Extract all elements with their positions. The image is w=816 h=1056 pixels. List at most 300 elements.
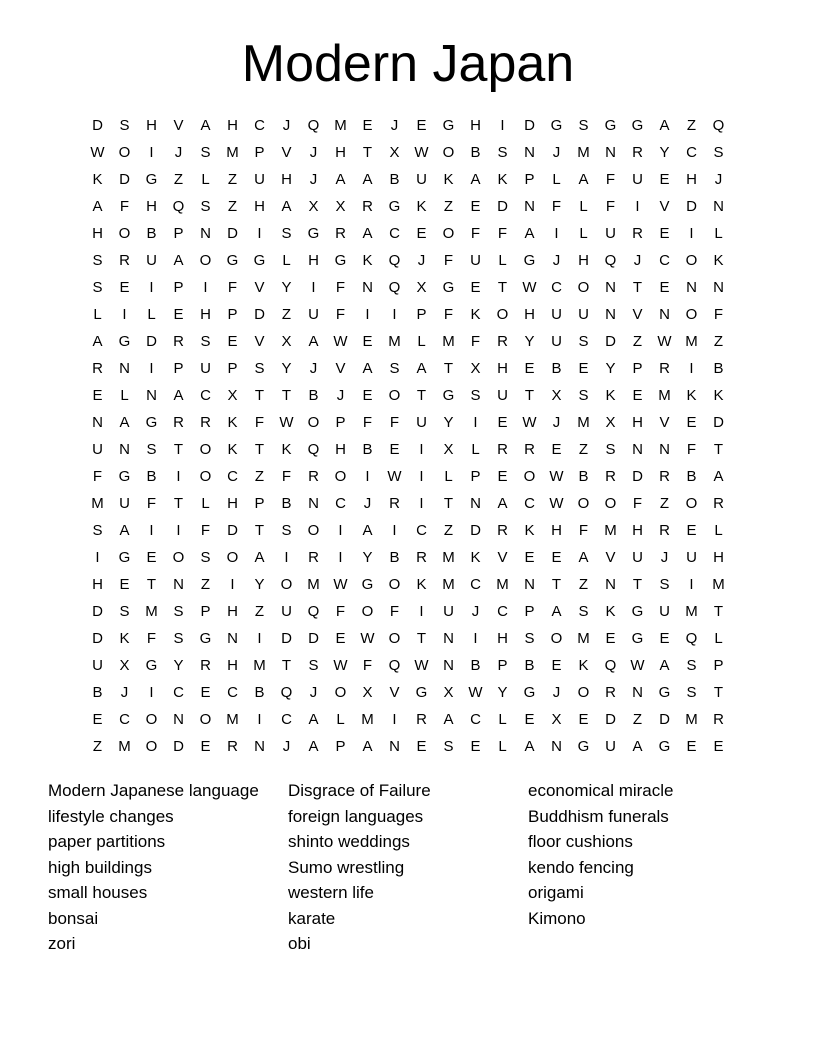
grid-letter: U bbox=[470, 252, 481, 269]
grid-letter: W bbox=[522, 414, 537, 431]
grid-letter: J bbox=[336, 387, 345, 404]
grid-letter: P bbox=[173, 360, 184, 377]
grid-letter: D bbox=[713, 414, 724, 431]
grid-letter: Z bbox=[227, 171, 238, 188]
grid-letter: S bbox=[281, 225, 292, 242]
grid-letter: G bbox=[631, 630, 644, 647]
grid-letter: A bbox=[524, 225, 535, 242]
grid-row bbox=[84, 193, 732, 220]
grid-letter: I bbox=[338, 522, 343, 539]
grid-letter: U bbox=[416, 414, 427, 431]
grid-letter: K bbox=[443, 171, 454, 188]
grid-letter: M bbox=[334, 117, 347, 134]
grid-letter: O bbox=[442, 225, 455, 242]
grid-letter: W bbox=[333, 333, 348, 350]
grid-letter: H bbox=[632, 522, 643, 539]
grid-letter: D bbox=[92, 603, 103, 620]
grid-letter: N bbox=[227, 630, 238, 647]
grid-letter: E bbox=[659, 225, 670, 242]
grid-letter: R bbox=[92, 360, 103, 377]
grid-letter: O bbox=[199, 711, 212, 728]
grid-letter: D bbox=[605, 711, 616, 728]
grid-letter: R bbox=[605, 468, 616, 485]
grid-letter: V bbox=[254, 333, 265, 350]
grid-letter: L bbox=[579, 198, 588, 215]
grid-letter: B bbox=[362, 441, 373, 458]
grid-letter: W bbox=[414, 657, 429, 674]
grid-letter: T bbox=[551, 576, 562, 593]
grid-letter: E bbox=[416, 738, 427, 755]
grid-letter: S bbox=[686, 684, 697, 701]
grid-letter: W bbox=[549, 495, 564, 512]
grid-letter: N bbox=[605, 576, 616, 593]
grid-letter: A bbox=[632, 738, 643, 755]
grid-letter: F bbox=[362, 414, 373, 431]
grid-letter: O bbox=[172, 549, 185, 566]
grid-letter: P bbox=[227, 306, 238, 323]
grid-letter: E bbox=[416, 117, 427, 134]
grid-letter: R bbox=[200, 657, 211, 674]
grid-letter: T bbox=[254, 522, 265, 539]
grid-letter: R bbox=[362, 198, 373, 215]
grid-letter: K bbox=[578, 657, 589, 674]
word-item: lifestyle changes bbox=[48, 806, 174, 826]
grid-letter: U bbox=[497, 387, 508, 404]
grid-letter: X bbox=[119, 657, 130, 674]
grid-letter: L bbox=[201, 171, 210, 188]
grid-letter: A bbox=[578, 549, 589, 566]
grid-letter: F bbox=[335, 279, 346, 296]
grid-letter: O bbox=[685, 495, 698, 512]
grid-row bbox=[84, 652, 732, 679]
grid-letter: O bbox=[577, 495, 590, 512]
grid-letter: D bbox=[92, 630, 103, 647]
grid-letter: N bbox=[632, 684, 643, 701]
grid-letter: T bbox=[443, 495, 454, 512]
grid-letter: Z bbox=[443, 522, 454, 539]
grid-letter: O bbox=[199, 252, 212, 269]
grid-letter: E bbox=[551, 441, 562, 458]
grid-letter: C bbox=[470, 576, 481, 593]
grid-letter: L bbox=[498, 738, 507, 755]
grid-letter: F bbox=[200, 522, 211, 539]
grid-letter: D bbox=[659, 711, 670, 728]
grid-row bbox=[84, 436, 732, 463]
grid-letter: P bbox=[416, 306, 427, 323]
word-item: economical miracle bbox=[528, 781, 674, 800]
grid-letter: D bbox=[92, 117, 103, 134]
grid-letter: X bbox=[308, 198, 319, 215]
grid-row bbox=[84, 220, 732, 247]
grid-letter: B bbox=[578, 468, 589, 485]
grid-letter: U bbox=[254, 171, 265, 188]
word-column bbox=[288, 778, 528, 957]
word-item: small houses bbox=[48, 883, 148, 902]
grid-letter: N bbox=[200, 225, 211, 242]
grid-letter: D bbox=[227, 522, 238, 539]
grid-letter: U bbox=[146, 252, 157, 269]
grid-letter: Q bbox=[307, 117, 320, 134]
grid-letter: Z bbox=[632, 711, 643, 728]
grid-letter: B bbox=[308, 387, 319, 404]
grid-letter: D bbox=[524, 117, 535, 134]
grid-letter: S bbox=[389, 360, 400, 377]
grid-letter: K bbox=[686, 387, 697, 404]
grid-letter: Q bbox=[307, 441, 320, 458]
grid-letter: A bbox=[281, 198, 292, 215]
grid-letter: C bbox=[497, 603, 508, 620]
grid-letter: I bbox=[203, 279, 208, 296]
grid-letter: A bbox=[173, 387, 184, 404]
grid-letter: B bbox=[713, 360, 724, 377]
grid-letter: S bbox=[173, 630, 184, 647]
word-item: karate bbox=[288, 908, 336, 928]
grid-letter: N bbox=[551, 738, 562, 755]
word-item: Disgrace of Failure bbox=[288, 781, 431, 800]
grid-letter: H bbox=[551, 522, 562, 539]
grid-letter: F bbox=[686, 441, 697, 458]
grid-letter: H bbox=[335, 144, 346, 161]
grid-letter: J bbox=[660, 549, 669, 566]
grid-letter: I bbox=[95, 549, 100, 566]
grid-letter: X bbox=[443, 684, 454, 701]
grid-letter: T bbox=[497, 279, 508, 296]
grid-letter: T bbox=[632, 279, 643, 296]
grid-letter: W bbox=[630, 657, 645, 674]
grid-letter: L bbox=[471, 441, 480, 458]
grid-letter: I bbox=[149, 360, 154, 377]
grid-letter: T bbox=[281, 387, 292, 404]
grid-letter: E bbox=[470, 738, 481, 755]
grid-letter: L bbox=[498, 711, 507, 728]
grid-letter: L bbox=[579, 225, 588, 242]
grid-letter: K bbox=[524, 522, 535, 539]
grid-letter: M bbox=[361, 711, 374, 728]
grid-letter: M bbox=[253, 657, 266, 674]
grid-letter: B bbox=[281, 495, 292, 512]
grid-letter: D bbox=[281, 630, 292, 647]
grid-letter: P bbox=[254, 144, 265, 161]
grid-letter: D bbox=[497, 198, 508, 215]
grid-letter: E bbox=[578, 711, 589, 728]
grid-letter: R bbox=[416, 711, 427, 728]
grid-letter: Z bbox=[254, 603, 265, 620]
grid-letter: U bbox=[416, 171, 427, 188]
grid-letter: E bbox=[605, 630, 616, 647]
grid-letter: F bbox=[632, 495, 643, 512]
grid-letter: G bbox=[604, 117, 617, 134]
grid-letter: R bbox=[605, 684, 616, 701]
grid-letter: A bbox=[470, 171, 481, 188]
grid-letter: K bbox=[227, 441, 238, 458]
grid-letter: G bbox=[577, 738, 590, 755]
grid-letter: E bbox=[146, 549, 157, 566]
grid-letter: A bbox=[362, 225, 373, 242]
grid-letter: D bbox=[605, 333, 616, 350]
grid-row bbox=[84, 112, 732, 139]
grid-letter: Q bbox=[388, 252, 401, 269]
grid-letter: D bbox=[173, 738, 184, 755]
grid-letter: Z bbox=[443, 198, 454, 215]
grid-letter: R bbox=[659, 468, 670, 485]
grid-letter: F bbox=[443, 306, 454, 323]
grid-letter: U bbox=[92, 441, 103, 458]
grid-letter: P bbox=[524, 171, 535, 188]
grid-letter: A bbox=[416, 360, 427, 377]
grid-letter: K bbox=[416, 198, 427, 215]
grid-letter: O bbox=[226, 549, 239, 566]
grid-letter: N bbox=[146, 387, 157, 404]
grid-letter: F bbox=[470, 225, 481, 242]
word-item: obi bbox=[288, 934, 311, 953]
grid-letter: G bbox=[442, 117, 455, 134]
grid-letter: B bbox=[470, 144, 481, 161]
grid-letter: K bbox=[470, 549, 481, 566]
grid-letter: J bbox=[309, 144, 318, 161]
grid-letter: G bbox=[253, 252, 266, 269]
grid-letter: Z bbox=[92, 738, 103, 755]
grid-letter: A bbox=[524, 738, 535, 755]
grid-letter: V bbox=[254, 279, 265, 296]
grid-letter: H bbox=[632, 414, 643, 431]
grid-letter: Z bbox=[173, 171, 184, 188]
grid-letter: K bbox=[497, 171, 508, 188]
grid-letter: S bbox=[605, 441, 616, 458]
grid-letter: D bbox=[254, 306, 265, 323]
grid-letter: S bbox=[146, 441, 157, 458]
grid-letter: Z bbox=[686, 117, 697, 134]
grid-letter: P bbox=[335, 414, 346, 431]
grid-letter: A bbox=[362, 738, 373, 755]
grid-letter: F bbox=[146, 495, 157, 512]
grid-letter: S bbox=[92, 252, 103, 269]
grid-letter: E bbox=[119, 576, 130, 593]
grid-letter: V bbox=[173, 117, 184, 134]
grid-row bbox=[84, 463, 732, 490]
grid-letter: O bbox=[145, 738, 158, 755]
grid-letter: F bbox=[92, 468, 103, 485]
grid-letter: R bbox=[308, 468, 319, 485]
grid-letter: E bbox=[632, 387, 643, 404]
grid-letter: H bbox=[254, 198, 265, 215]
grid-letter: X bbox=[389, 144, 400, 161]
grid-letter: U bbox=[686, 549, 697, 566]
grid-row bbox=[84, 274, 732, 301]
grid-letter: I bbox=[311, 279, 316, 296]
grid-letter: N bbox=[713, 198, 724, 215]
grid-letter: Y bbox=[254, 576, 265, 593]
grid-letter: I bbox=[689, 360, 694, 377]
grid-letter: A bbox=[497, 495, 508, 512]
grid-letter: Y bbox=[524, 333, 535, 350]
grid-letter: A bbox=[443, 711, 454, 728]
grid-letter: N bbox=[605, 279, 616, 296]
word-item: western life bbox=[288, 883, 374, 902]
grid-letter: Y bbox=[173, 657, 184, 674]
grid-letter: I bbox=[338, 549, 343, 566]
grid-letter: S bbox=[578, 117, 589, 134]
grid-letter: S bbox=[119, 117, 130, 134]
grid-letter: C bbox=[335, 495, 346, 512]
grid-letter: O bbox=[145, 711, 158, 728]
grid-letter: N bbox=[470, 495, 481, 512]
grid-letter: S bbox=[119, 603, 130, 620]
grid-letter: O bbox=[442, 144, 455, 161]
grid-row bbox=[84, 733, 732, 760]
grid-letter: J bbox=[390, 117, 399, 134]
grid-letter: T bbox=[173, 441, 184, 458]
grid-letter: L bbox=[714, 630, 723, 647]
grid-letter: E bbox=[524, 711, 535, 728]
grid-letter: T bbox=[416, 387, 427, 404]
grid-letter: E bbox=[659, 279, 670, 296]
letter-grid bbox=[84, 112, 732, 760]
grid-letter: W bbox=[90, 144, 105, 161]
grid-letter: W bbox=[333, 657, 348, 674]
grid-letter: L bbox=[93, 306, 102, 323]
grid-letter: T bbox=[713, 441, 724, 458]
grid-letter: U bbox=[578, 306, 589, 323]
grid-letter: M bbox=[307, 576, 320, 593]
grid-row bbox=[84, 355, 732, 382]
grid-letter: A bbox=[308, 333, 319, 350]
grid-letter: S bbox=[578, 387, 589, 404]
grid-letter: R bbox=[335, 225, 346, 242]
grid-letter: H bbox=[146, 117, 157, 134]
grid-letter: L bbox=[336, 711, 345, 728]
grid-letter: S bbox=[686, 657, 697, 674]
grid-letter: I bbox=[554, 225, 559, 242]
grid-letter: M bbox=[226, 144, 239, 161]
grid-letter: G bbox=[631, 603, 644, 620]
grid-letter: J bbox=[714, 171, 723, 188]
grid-letter: I bbox=[149, 522, 154, 539]
grid-letter: C bbox=[281, 711, 292, 728]
grid-letter: I bbox=[257, 711, 262, 728]
grid-letter: E bbox=[497, 468, 508, 485]
grid-letter: K bbox=[227, 414, 238, 431]
grid-letter: F bbox=[254, 414, 265, 431]
grid-letter: W bbox=[387, 468, 402, 485]
grid-letter: A bbox=[713, 468, 724, 485]
grid-letter: U bbox=[659, 603, 670, 620]
grid-letter: U bbox=[92, 657, 103, 674]
grid-letter: N bbox=[659, 306, 670, 323]
grid-row bbox=[84, 301, 732, 328]
grid-letter: F bbox=[713, 306, 724, 323]
grid-letter: G bbox=[118, 468, 131, 485]
grid-letter: C bbox=[686, 144, 697, 161]
grid-letter: H bbox=[146, 198, 157, 215]
grid-letter: D bbox=[308, 630, 319, 647]
grid-letter: B bbox=[686, 468, 697, 485]
grid-letter: N bbox=[92, 414, 103, 431]
grid-letter: R bbox=[416, 549, 427, 566]
grid-letter: M bbox=[118, 738, 131, 755]
grid-letter: B bbox=[524, 657, 535, 674]
grid-letter: J bbox=[417, 252, 426, 269]
grid-letter: E bbox=[362, 333, 373, 350]
grid-letter: O bbox=[388, 387, 401, 404]
grid-letter: D bbox=[119, 171, 130, 188]
grid-letter: I bbox=[419, 495, 424, 512]
grid-letter: B bbox=[146, 225, 157, 242]
grid-letter: M bbox=[145, 603, 158, 620]
grid-letter: K bbox=[362, 252, 373, 269]
grid-letter: C bbox=[227, 468, 238, 485]
grid-letter: S bbox=[524, 630, 535, 647]
grid-letter: U bbox=[605, 738, 616, 755]
grid-letter: M bbox=[685, 333, 698, 350]
grid-letter: X bbox=[362, 684, 373, 701]
grid-letter: N bbox=[173, 711, 184, 728]
grid-letter: O bbox=[280, 576, 293, 593]
grid-letter: A bbox=[362, 360, 373, 377]
grid-letter: M bbox=[577, 144, 590, 161]
grid-letter: A bbox=[308, 711, 319, 728]
grid-letter: V bbox=[335, 360, 346, 377]
grid-letter: H bbox=[686, 171, 697, 188]
grid-letter: I bbox=[365, 468, 370, 485]
grid-letter: E bbox=[497, 414, 508, 431]
grid-letter: O bbox=[604, 495, 617, 512]
grid-letter: Q bbox=[712, 117, 725, 134]
grid-letter: I bbox=[419, 603, 424, 620]
grid-letter: G bbox=[145, 171, 158, 188]
grid-letter: J bbox=[282, 738, 291, 755]
grid-letter: I bbox=[122, 306, 127, 323]
grid-letter: G bbox=[226, 252, 239, 269]
grid-letter: T bbox=[443, 360, 454, 377]
grid-letter: M bbox=[442, 576, 455, 593]
grid-letter: E bbox=[92, 387, 103, 404]
grid-letter: K bbox=[605, 387, 616, 404]
grid-letter: W bbox=[360, 630, 375, 647]
grid-letter: C bbox=[524, 495, 535, 512]
grid-letter: I bbox=[689, 225, 694, 242]
grid-letter: R bbox=[497, 522, 508, 539]
grid-letter: I bbox=[365, 306, 370, 323]
grid-letter: H bbox=[281, 171, 292, 188]
grid-letter: J bbox=[363, 495, 372, 512]
grid-letter: S bbox=[713, 144, 724, 161]
page-title: Modern Japan bbox=[241, 35, 575, 93]
grid-letter: O bbox=[550, 630, 563, 647]
grid-letter: A bbox=[551, 603, 562, 620]
grid-letter: R bbox=[308, 549, 319, 566]
grid-letter: B bbox=[551, 360, 562, 377]
grid-letter: F bbox=[389, 414, 400, 431]
grid-letter: L bbox=[498, 252, 507, 269]
grid-letter: N bbox=[524, 198, 535, 215]
grid-letter: V bbox=[605, 549, 616, 566]
grid-letter: R bbox=[497, 441, 508, 458]
grid-letter: R bbox=[173, 333, 184, 350]
grid-letter: N bbox=[632, 441, 643, 458]
grid-letter: Z bbox=[227, 198, 238, 215]
grid-letter: J bbox=[282, 117, 291, 134]
grid-letter: M bbox=[388, 333, 401, 350]
grid-row bbox=[84, 139, 732, 166]
grid-letter: D bbox=[632, 468, 643, 485]
grid-letter: F bbox=[119, 198, 130, 215]
grid-letter: O bbox=[388, 630, 401, 647]
grid-letter: O bbox=[307, 414, 320, 431]
grid-letter: S bbox=[497, 144, 508, 161]
grid-letter: G bbox=[118, 549, 131, 566]
grid-letter: N bbox=[605, 144, 616, 161]
grid-letter: E bbox=[470, 279, 481, 296]
